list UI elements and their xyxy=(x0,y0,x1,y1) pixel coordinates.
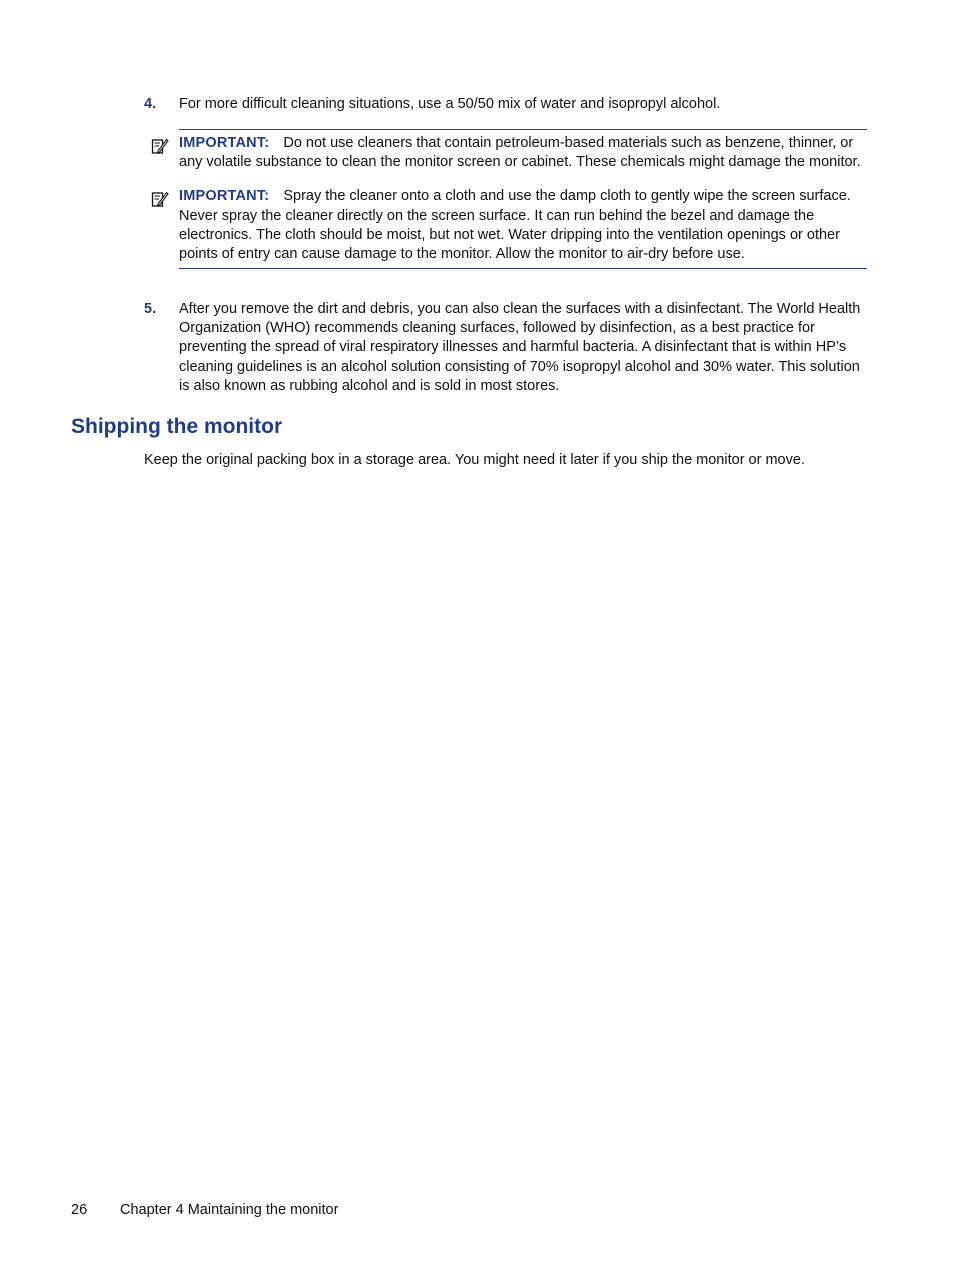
important-note-icon xyxy=(151,137,169,155)
step-text: For more difficult cleaning situations, use a 50/50 mix of water and isopropyl alcohol. xyxy=(179,96,721,112)
important-note-1 xyxy=(179,134,867,172)
section-title: Shipping the monitor xyxy=(71,415,283,438)
chapter-title: Chapter 4 Maintaining the monitor xyxy=(120,1202,339,1218)
note-text: Do not use cleaners that contain petroleum-based materials such as benzene, thinner, or any volatile substance to clean the monitor screen or cabinet. These chemicals might damage the monitor. xyxy=(179,135,861,171)
step-number: 5. xyxy=(144,301,157,317)
important-note-icon xyxy=(151,190,169,208)
bottom-divider xyxy=(179,268,867,269)
important-note-2 xyxy=(179,187,867,264)
note-text: Spray the cleaner onto a cloth and use the damp cloth to gently wipe the screen surface. Never spray the cleaner directly on the screen surface. It can run behind the bezel and damage the electronics. The cloth should be moist, but not wet. Water dripping into the ventilation openings or other points of entry can cause damage to the monitor. Allow the monitor to air-dry before use. xyxy=(179,188,851,263)
list-item-step-4 xyxy=(144,95,868,114)
section-body: Keep the original packing box in a storage area. You might need it later if you ship the monitor or move. xyxy=(144,452,805,468)
note-label: IMPORTANT: xyxy=(179,188,270,205)
step-text: After you remove the dirt and debris, you can also clean the surfaces with a disinfectant. The World Health Organization (WHO) recommends cleaning surfaces, followed by disinfection, as a best practice for preventing the spread of viral respiratory illnesses and harmful bacteria. A disinfectant that is within HP’s cleaning guidelines is an alcohol solution consisting of 70% isopropyl alcohol and 30% water. This solution is also known as rubbing alcohol and is sold in most stores. xyxy=(179,301,861,394)
note-label: IMPORTANT: xyxy=(179,135,270,151)
list-item-step-5 xyxy=(144,300,868,396)
top-divider xyxy=(179,129,867,130)
important-notes xyxy=(179,129,867,269)
page-number: 26 xyxy=(71,1202,88,1218)
step-number: 4. xyxy=(144,96,157,112)
